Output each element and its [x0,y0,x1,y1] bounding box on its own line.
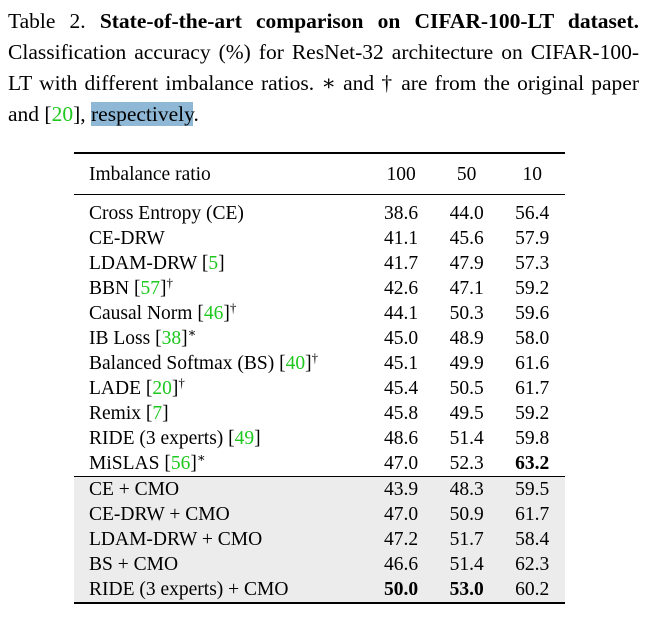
caption-body: Classification accuracy (%) for ResNet-32 architecture on CIFAR-100-LT with different imbalance ratios. ∗ and † are from the original paper and [ [8,40,639,126]
source-mark: † [166,275,173,290]
table-caption [8,6,639,130]
citation-link[interactable]: 20 [152,378,172,399]
accuracy-cell: 45.1 [384,353,419,374]
method-name: Causal Norm [ [89,303,204,324]
table-row [74,502,565,527]
accuracy-cell: 56.4 [515,203,550,224]
accuracy-cell: 41.7 [384,253,419,274]
citation-close: ] [254,428,261,449]
accuracy-cell: 49.5 [449,403,484,424]
table-row [74,195,565,227]
source-mark: † [311,350,319,365]
source-mark: † [178,375,185,390]
header-ratio-100: 100 [386,164,416,185]
table-row [74,577,565,603]
accuracy-cell: 47.2 [368,527,434,552]
citation-link[interactable]: 56 [170,453,191,474]
citation-close: ] [223,303,230,324]
accuracy-cell: 41.1 [384,228,419,249]
citation-link[interactable]: 57 [140,278,160,299]
method-name: IB Loss [ [89,328,162,349]
accuracy-cell: 48.6 [384,428,419,449]
method-name: LDAM-DRW [ [89,253,209,274]
header-ratio-10: 10 [522,164,542,185]
method-name: Remix [ [89,403,153,424]
table-row [74,401,565,426]
accuracy-cell: 45.4 [384,378,419,399]
citation-close: ] [159,278,167,299]
accuracy-cell: 48.3 [434,477,500,503]
table-row [74,251,565,276]
source-mark: † [229,300,237,315]
source-mark: ∗ [196,450,206,465]
method-name: Balanced Softmax (BS) [ [89,353,286,374]
accuracy-cell: 49.9 [449,353,484,374]
citation-link[interactable]: 46 [203,303,224,324]
table-header-row [74,153,565,195]
citation-link[interactable]: 40 [285,353,306,374]
caption-title: State-of-the-art comparison on CIFAR-100-LT dataset. [99,9,639,33]
method-name-cell [74,326,368,351]
accuracy-cell: 58.0 [515,328,550,349]
accuracy-cell: 50.0 [368,577,434,603]
table-row [74,451,565,477]
citation-close: ] [218,253,225,274]
citation-close: ] [181,328,188,349]
accuracy-cell: 50.9 [434,502,500,527]
accuracy-cell: 58.4 [499,527,565,552]
method-name-cell [74,226,368,251]
method-name-cell [74,376,368,401]
accuracy-cell: 46.6 [368,552,434,577]
accuracy-cell: 61.7 [499,502,565,527]
source-mark: ∗ [187,325,197,340]
accuracy-cell: 61.6 [515,353,550,374]
header-imbalance-ratio: Imbalance ratio [89,164,211,185]
caption-highlighted-text[interactable]: respectively [91,102,194,126]
citation-link[interactable]: 49 [234,428,255,449]
accuracy-cell: 44.0 [449,203,484,224]
accuracy-cell: 52.3 [449,453,484,474]
accuracy-cell: 45.8 [384,403,419,424]
accuracy-cell: 59.5 [499,477,565,503]
accuracy-cell: 59.6 [515,303,550,324]
method-name-cell [74,426,368,451]
method-name: LDAM-DRW + CMO [89,529,263,550]
citation-close: ] [190,453,197,474]
citation-close: ] [171,378,179,399]
accuracy-cell: 51.7 [434,527,500,552]
accuracy-cell: 45.0 [384,328,419,349]
table-row [74,376,565,401]
accuracy-cell: 38.6 [384,203,419,224]
method-name-cell [74,552,368,577]
method-name: Cross Entropy (CE) [89,203,244,224]
accuracy-cell: 45.6 [449,228,484,249]
method-name: CE-DRW [89,228,165,249]
method-name: CE + CMO [89,479,180,500]
accuracy-cell: 47.9 [449,253,484,274]
table-row [74,301,565,326]
citation-close: ] [305,353,312,374]
method-name-cell [74,502,368,527]
accuracy-cell: 47.0 [368,502,434,527]
method-name: BS + CMO [89,554,179,575]
table-row [74,351,565,376]
table-row [74,527,565,552]
accuracy-cell: 57.9 [515,228,550,249]
citation-close: ] [162,403,169,424]
method-name-cell [74,577,368,603]
table-row [74,552,565,577]
method-name: LADE [ [89,378,153,399]
caption-label: Table 2. [8,9,86,33]
table-row [74,276,565,301]
method-name: BBN [ [89,278,141,299]
accuracy-cell: 59.2 [515,403,550,424]
accuracy-cell: 59.8 [515,428,550,449]
accuracy-cell: 53.0 [434,577,500,603]
accuracy-cell: 47.1 [449,278,484,299]
accuracy-cell: 61.7 [515,378,550,399]
citation-link[interactable]: 5 [208,253,219,274]
accuracy-cell: 47.0 [384,453,419,474]
accuracy-cell: 48.9 [449,328,484,349]
method-name-cell [74,451,368,477]
method-name-cell [74,301,368,326]
method-name-cell [74,276,368,301]
caption-end: . [193,102,199,126]
method-name-cell [74,251,368,276]
results-table [74,152,565,604]
header-ratio-50: 50 [456,164,477,185]
accuracy-cell: 50.5 [449,378,484,399]
citation-link[interactable]: 7 [152,403,163,424]
method-name-cell [74,195,368,227]
citation-link[interactable]: 38 [161,328,182,349]
method-name: RIDE (3 experts) [ [89,428,235,449]
accuracy-cell: 42.6 [384,278,419,299]
accuracy-cell: 60.2 [499,577,565,603]
caption-after-cite: ], [73,102,91,126]
method-name-cell [74,351,368,376]
accuracy-cell: 59.2 [515,278,550,299]
accuracy-cell: 50.3 [449,303,484,324]
accuracy-cell: 62.3 [499,552,565,577]
accuracy-cell: 57.3 [515,253,550,274]
method-name-cell [74,477,368,503]
table-row [74,226,565,251]
method-name-cell [74,401,368,426]
accuracy-cell: 43.9 [368,477,434,503]
accuracy-cell: 51.4 [449,428,484,449]
accuracy-cell: 51.4 [434,552,500,577]
caption-citation-link[interactable]: 20 [51,102,74,126]
method-name-cell [74,527,368,552]
method-name: CE-DRW + CMO [89,504,230,525]
table-row [74,426,565,451]
table-row [74,477,565,503]
accuracy-cell: 63.2 [515,453,550,474]
table-row [74,326,565,351]
method-name: MiSLAS [ [89,453,171,474]
method-name: RIDE (3 experts) + CMO [89,579,289,600]
accuracy-cell: 44.1 [384,303,419,324]
